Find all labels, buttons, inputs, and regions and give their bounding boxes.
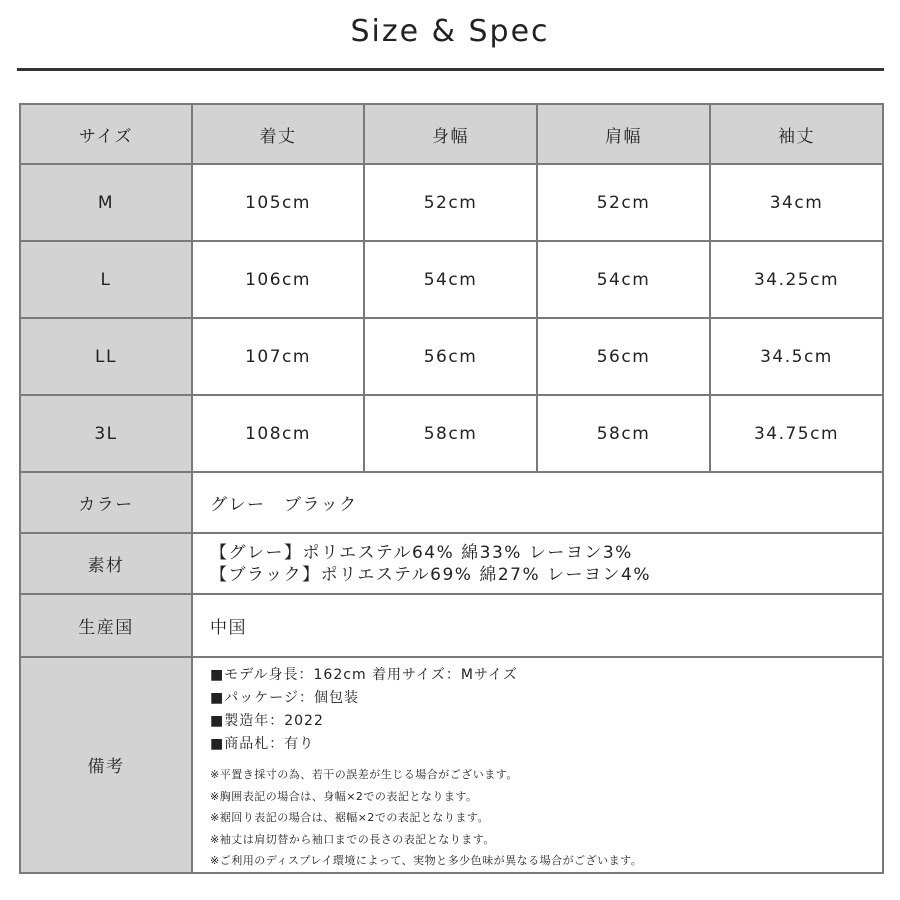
color-value: グレー ブラック — [192, 472, 883, 533]
size-label: 3L — [20, 395, 192, 472]
body-width-value: 58cm — [364, 395, 537, 472]
sleeve-length-value: 34.5cm — [710, 318, 883, 395]
origin-label: 生産国 — [20, 594, 192, 657]
length-value: 108cm — [192, 395, 364, 472]
table-row — [20, 241, 883, 318]
material-label: 素材 — [20, 533, 192, 594]
note-disclaimer: ※袖丈は肩切替から袖口までの長さの表記となります。 — [210, 832, 495, 846]
table-row — [20, 395, 883, 472]
length-value: 106cm — [192, 241, 364, 318]
size-label: M — [20, 164, 192, 241]
title-divider — [17, 68, 884, 71]
table-row — [20, 318, 883, 395]
size-label: L — [20, 241, 192, 318]
table-row — [20, 164, 883, 241]
origin-row — [20, 594, 883, 657]
page-title: Size & Spec — [350, 14, 550, 49]
material-value — [192, 533, 883, 594]
notes-spacer — [210, 756, 882, 764]
size-spec-table — [19, 103, 884, 874]
header-shoulder-width: 肩幅 — [537, 104, 710, 164]
note-disclaimer: ※裾回り表記の場合は、裾幅×2での表記となります。 — [210, 811, 490, 824]
shoulder-width-value: 52cm — [537, 164, 710, 241]
header-sleeve-length: 袖丈 — [710, 104, 883, 164]
color-label: カラー — [20, 472, 192, 533]
sleeve-length-value: 34cm — [710, 164, 883, 241]
table-header-row — [20, 104, 883, 164]
color-row — [20, 472, 883, 533]
note-manufacture-year: ■製造年：2022 — [210, 713, 324, 729]
sleeve-length-value: 34.25cm — [710, 241, 883, 318]
length-value: 105cm — [192, 164, 364, 241]
note-product-tag: ■商品札：有り — [210, 736, 315, 752]
notes-row — [20, 657, 883, 873]
note-disclaimer: ※胸囲表記の場合は、身幅×2での表記となります。 — [210, 789, 478, 803]
note-disclaimer: ※ご利用のディスプレイ環境によって、実物と多少色味が異なる場合がございます。 — [210, 854, 643, 867]
material-line-gray: 【グレー】ポリエステル64% 綿33% レーヨン3% — [210, 542, 633, 563]
shoulder-width-value: 54cm — [537, 241, 710, 318]
note-package: ■パッケージ：個包装 — [210, 690, 359, 706]
notes-label: 備考 — [20, 657, 192, 873]
header-body-width: 身幅 — [364, 104, 537, 164]
size-label: LL — [20, 318, 192, 395]
body-width-value: 54cm — [364, 241, 537, 318]
sleeve-length-value: 34.75cm — [710, 395, 883, 472]
origin-value: 中国 — [192, 594, 883, 657]
length-value: 107cm — [192, 318, 364, 395]
material-line-black: 【ブラック】ポリエステル69% 綿27% レーヨン4% — [210, 564, 651, 585]
note-model-height: ■モデル身長：162cm 着用サイズ：Mサイズ — [210, 667, 518, 683]
header-size: サイズ — [20, 104, 192, 164]
material-row — [20, 533, 883, 594]
body-width-value: 56cm — [364, 318, 537, 395]
header-length: 着丈 — [192, 104, 364, 164]
notes-value — [192, 657, 883, 873]
body-width-value: 52cm — [364, 164, 537, 241]
shoulder-width-value: 56cm — [537, 318, 710, 395]
shoulder-width-value: 58cm — [537, 395, 710, 472]
note-disclaimer: ※平置き採寸の為、若干の誤差が生じる場合がございます。 — [210, 768, 518, 781]
